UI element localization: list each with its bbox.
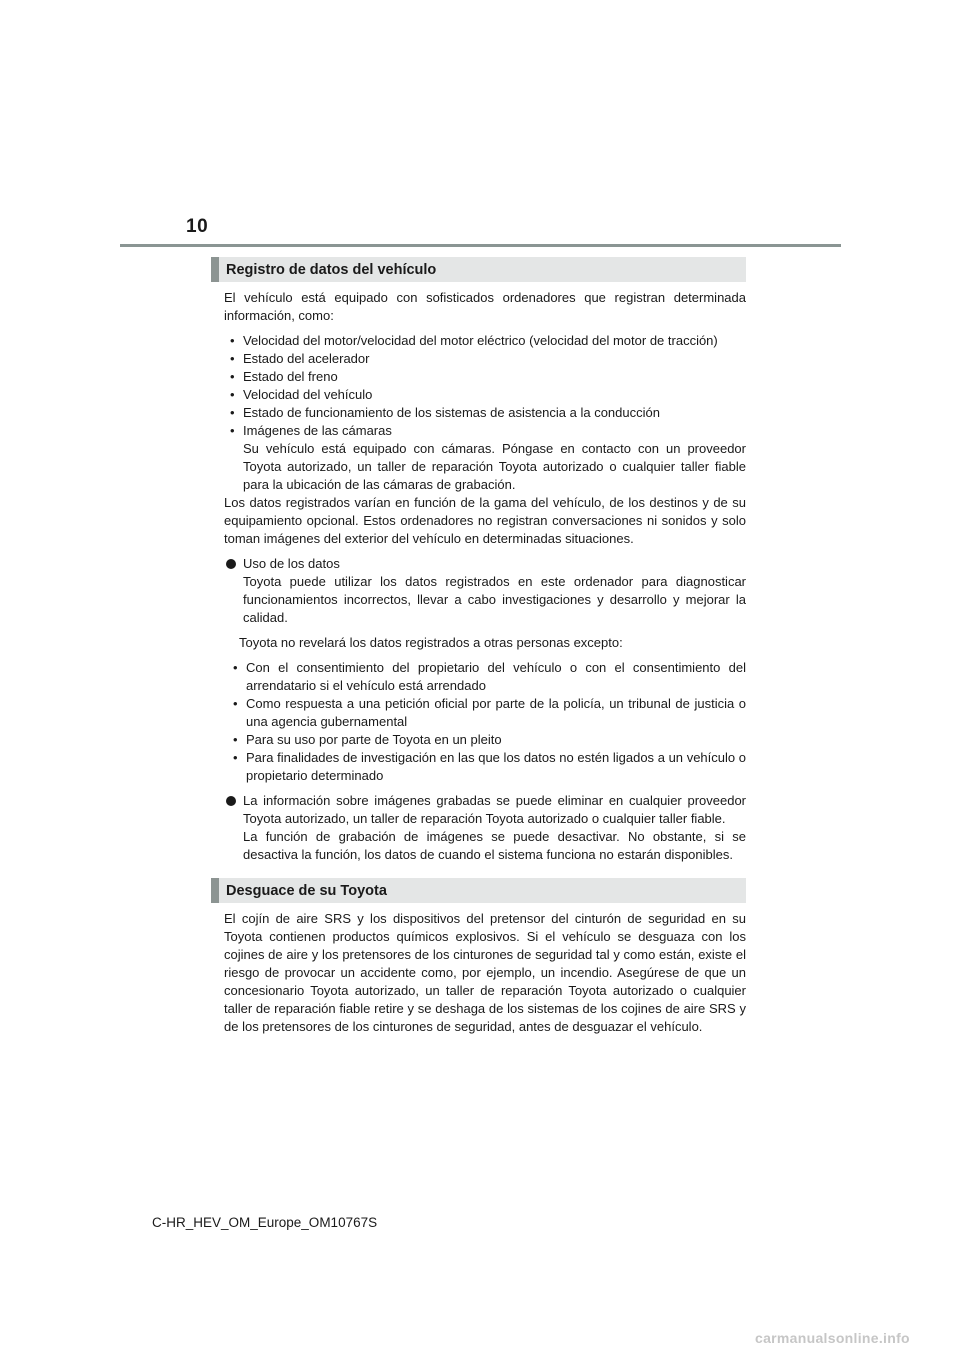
recorded-images-item xyxy=(211,792,746,864)
camera-note: Su vehículo está equipado con cámaras. Póngase en contacto con un proveedor Toyota autorizado, un taller de reparación Toyota autorizado o cualquier taller fiable para la ubicación de las cámaras de grabación. xyxy=(243,441,746,492)
recorded-data-list xyxy=(224,332,746,494)
page-content xyxy=(211,257,746,1036)
list-item: • Estado del acelerador xyxy=(230,351,370,366)
list-item: • Estado de funcionamiento de los sistemas de asistencia a la conducción xyxy=(230,405,660,420)
disclosure-intro: Toyota no revelará los datos registrados a otras personas excepto: xyxy=(239,635,623,650)
list-item: • Estado del freno xyxy=(230,369,338,384)
scrapping-paragraph: El cojín de aire SRS y los dispositivos del pretensor del cinturón de seguridad en su Toyota contienen productos químicos explosivos. Si el vehículo se desguaza con los cojines de aire y los pretensores de los cinturones de seguridad tal y como están, existe el riesgo de provocar un accidente como, por ejemplo, un incendio. Asegúrese de que un concesionario Toyota autorizado, un taller de reparación Toyota autorizado o cualquier taller de reparación fiable retire y se deshaga de los sistemas de los cojines de aire SRS y de los pretensores de los cinturones de seguridad, antes de desguazar el vehículo. xyxy=(224,911,746,1034)
bullet-circle-icon xyxy=(226,559,236,569)
footer-doc-id: C-HR_HEV_OM_Europe_OM10767S xyxy=(152,1215,378,1230)
recorded-images-text: La información sobre imágenes grabadas se puede eliminar en cualquier proveedor Toyota autorizado, un taller de reparación Toyota autorizado o cualquier taller fiable. xyxy=(243,793,746,826)
list-item: • Imágenes de las cámaras Su vehículo está equipado con cámaras. Póngase en contacto con un proveedor Toyota autorizado, un taller de reparación Toyota autorizado o cualquier taller fiable para la ubicación de las cámaras de grabación. xyxy=(230,423,746,492)
section-heading-scrapping: Desguace de su Toyota xyxy=(211,878,746,903)
watermark: carmanualsonline.info xyxy=(755,1330,910,1346)
use-of-data-title: Uso de los datos xyxy=(243,556,340,571)
use-of-data-item xyxy=(211,555,746,627)
use-of-data-text: Toyota puede utilizar los datos registrados en este ordenador para diagnosticar funcionamientos incorrectos, llevar a cabo investigaciones y desarrollo y mejorar la calidad. xyxy=(243,574,746,625)
header-rule xyxy=(120,244,841,247)
list-item: • Como respuesta a una petición oficial por parte de la policía, un tribunal de justicia o una agencia gubernamental xyxy=(233,696,746,729)
page-number: 10 xyxy=(186,216,209,237)
list-item: • Para finalidades de investigación en las que los datos no estén ligados a un vehículo o propietario determinado xyxy=(233,750,746,783)
section-heading-vehicle-data: Registro de datos del vehículo xyxy=(211,257,746,282)
intro-paragraph: El vehículo está equipado con sofisticados ordenadores que registran determinada información, como: xyxy=(224,290,746,323)
data-variation-paragraph: Los datos registrados varían en función de la gama del vehículo, de los destinos y de su equipamiento opcional. Estos ordenadores no registran conversaciones ni sonidos y solo toman imágenes del exterior del vehículo en determinadas situaciones. xyxy=(224,495,746,546)
list-item: • Para su uso por parte de Toyota en un pleito xyxy=(233,732,502,747)
disclosure-list xyxy=(227,659,746,785)
list-item: • Con el consentimiento del propietario del vehículo o con el consentimiento del arrendatario si el vehículo está arrendado xyxy=(233,660,746,693)
list-item: • Velocidad del motor/velocidad del motor eléctrico (velocidad del motor de tracción) xyxy=(230,333,718,348)
bullet-circle-icon xyxy=(226,796,236,806)
recorded-images-text-2: La función de grabación de imágenes se puede desactivar. No obstante, si se desactiva la función, los datos de cuando el sistema funciona no estarán disponibles. xyxy=(243,829,746,862)
list-item: • Velocidad del vehículo xyxy=(230,387,373,402)
